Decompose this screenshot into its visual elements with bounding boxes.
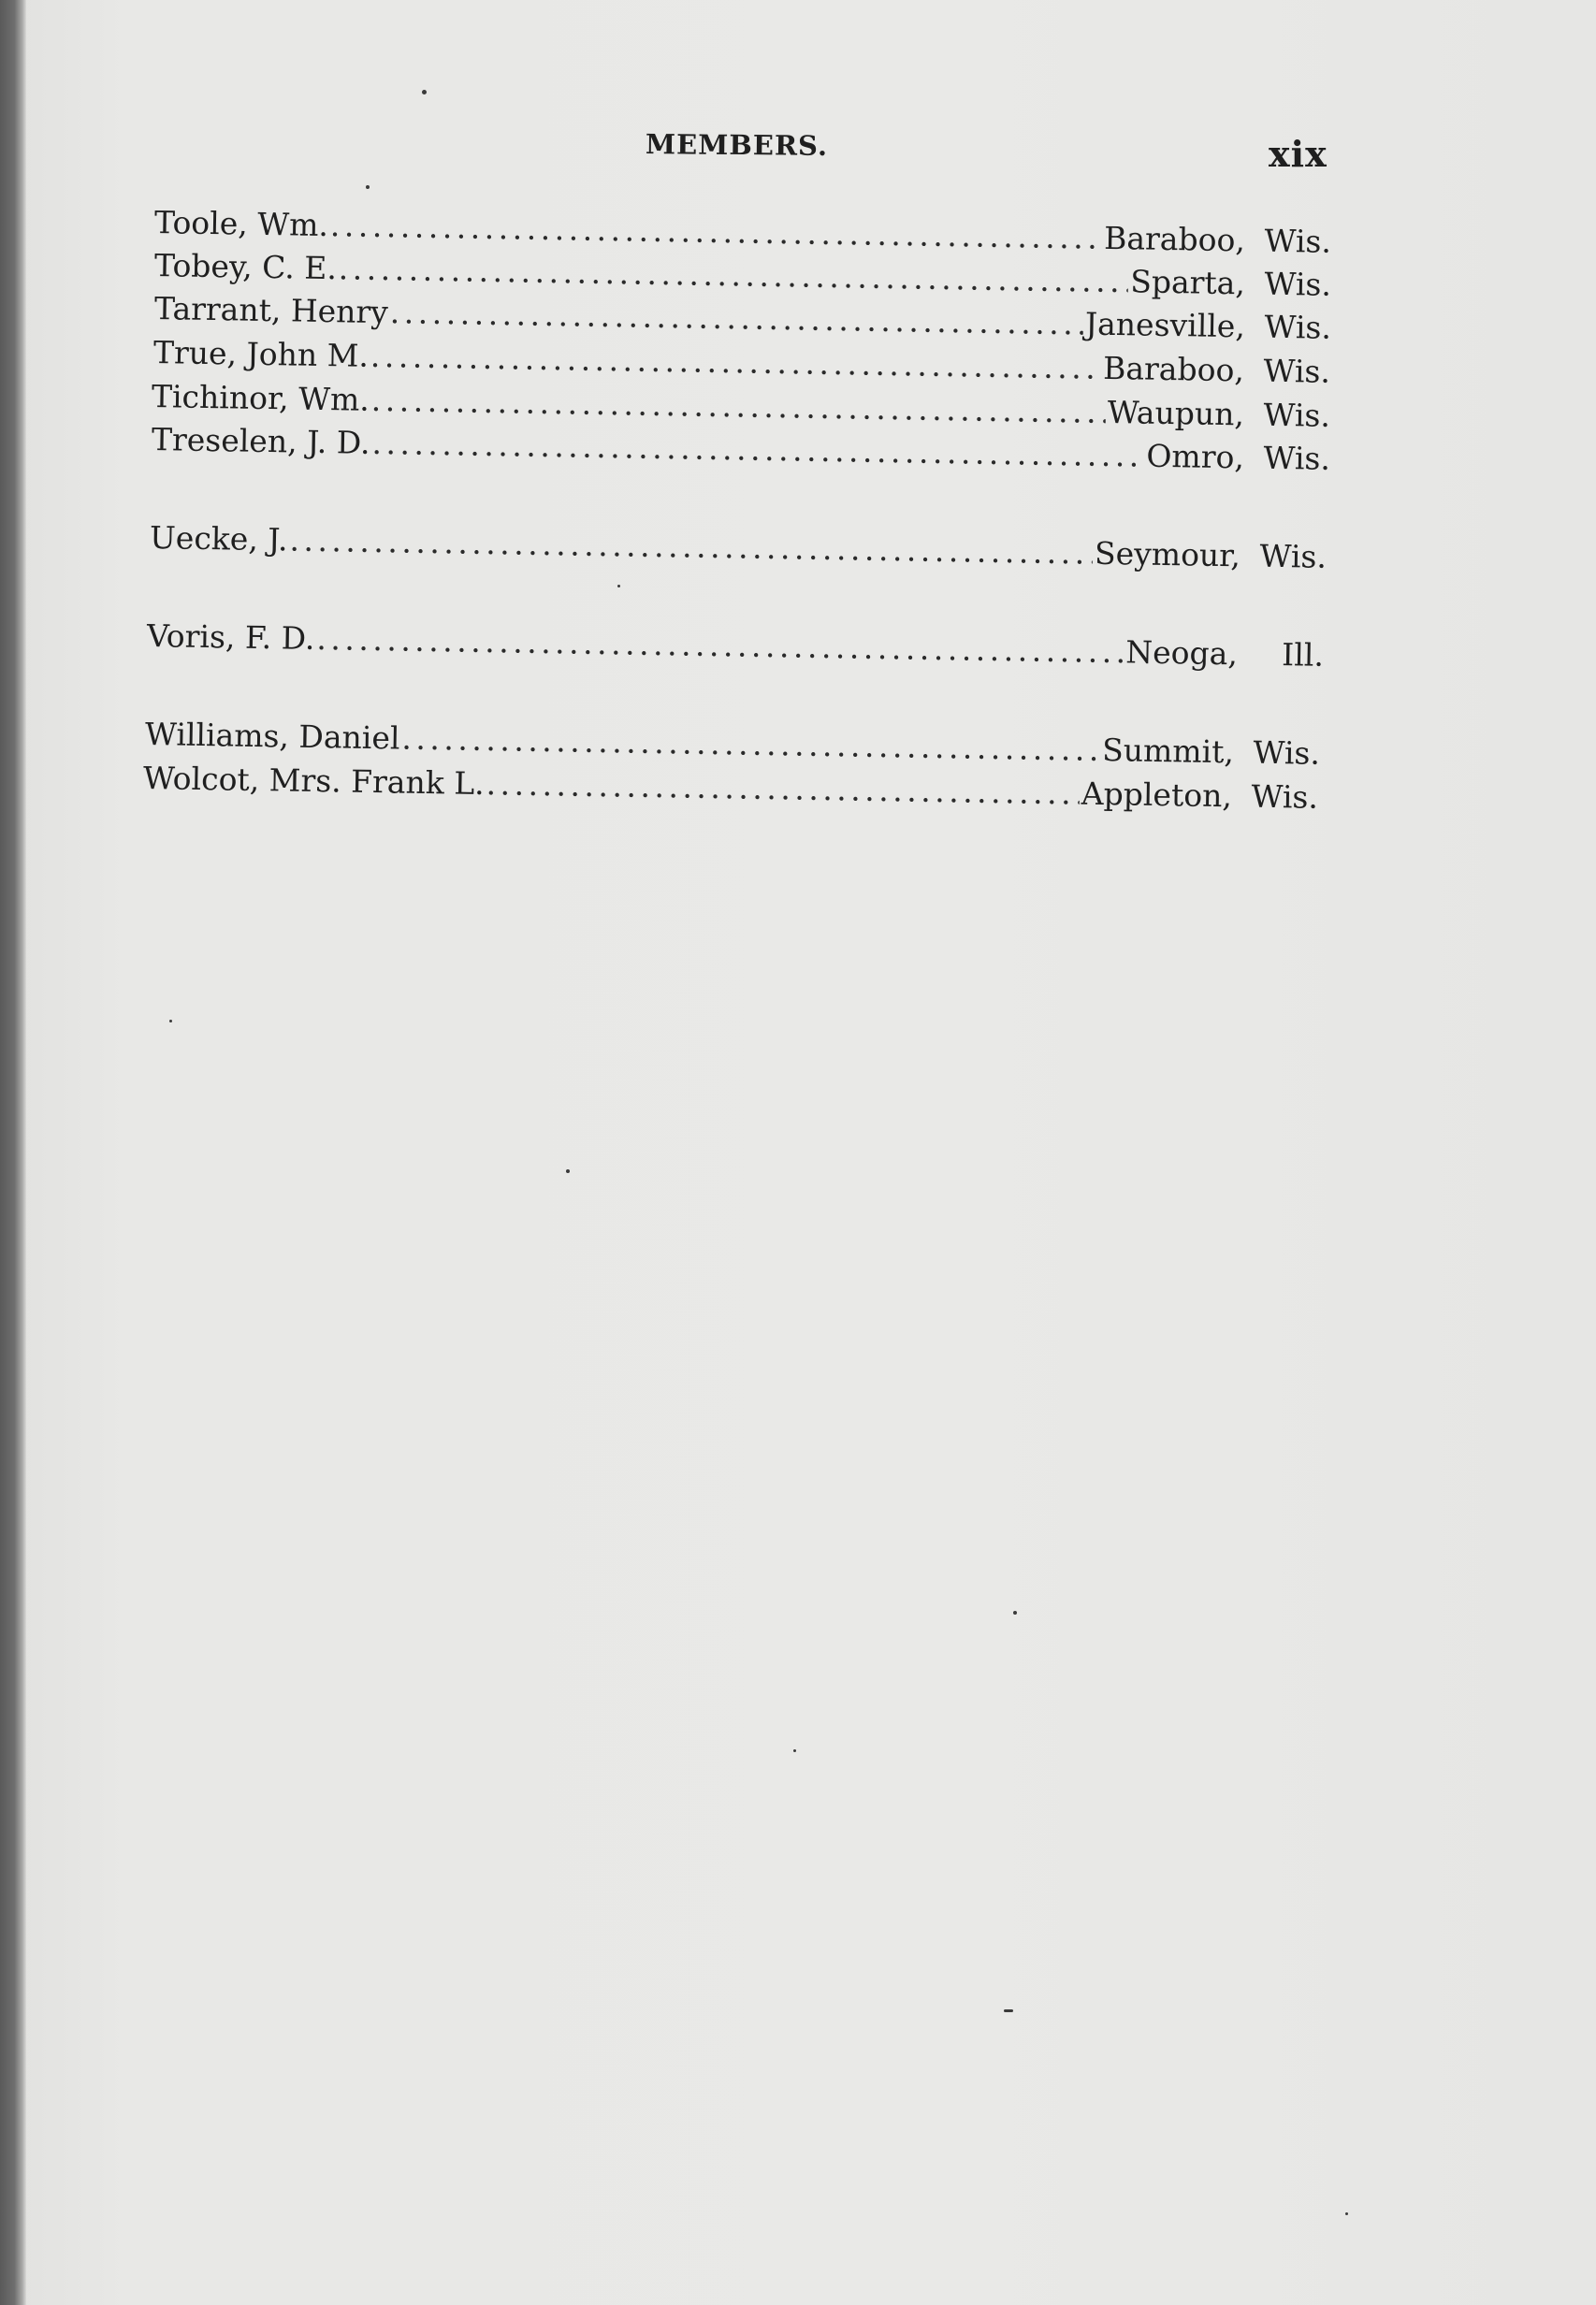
paper-speck bbox=[617, 585, 620, 587]
book-spine-shadow bbox=[0, 0, 26, 2305]
member-state: Ill. bbox=[1281, 636, 1325, 674]
member-state: Wis. bbox=[1264, 265, 1332, 303]
member-state: Wis. bbox=[1253, 733, 1321, 772]
page-number: xix bbox=[1269, 133, 1328, 175]
member-name: Tarrant, Henry bbox=[153, 290, 389, 331]
member-state: Wis. bbox=[1263, 439, 1331, 477]
member-name: Williams, Daniel bbox=[144, 716, 400, 757]
paper-speck bbox=[793, 1749, 796, 1752]
member-place: Janesville, bbox=[1084, 305, 1246, 345]
member-entry bbox=[150, 519, 1328, 582]
member-state: Wis. bbox=[1264, 308, 1332, 346]
member-state: Wis. bbox=[1264, 222, 1332, 260]
member-state: Wis. bbox=[1251, 777, 1319, 816]
member-place: Summit, bbox=[1101, 731, 1235, 771]
paper-speck bbox=[1345, 2212, 1348, 2215]
member-name: Treselen, J. D. bbox=[151, 421, 370, 461]
paper-speck bbox=[1013, 1611, 1017, 1615]
member-name: Voris, F. D. bbox=[146, 617, 315, 657]
paper-speck bbox=[566, 1169, 570, 1173]
running-head: MEMBERS. bbox=[645, 127, 829, 163]
member-place: Baraboo, bbox=[1103, 219, 1246, 259]
member-place: Sparta, bbox=[1129, 263, 1246, 302]
member-name: Toole, Wm. bbox=[153, 204, 329, 244]
member-place: Seymour, bbox=[1094, 534, 1241, 574]
member-place: Omro, bbox=[1146, 437, 1245, 476]
member-place: Appleton, bbox=[1081, 775, 1233, 815]
member-place: Baraboo, bbox=[1102, 349, 1245, 389]
member-name: Tichinor, Wm. bbox=[151, 378, 370, 418]
member-place: Waupun, bbox=[1107, 393, 1245, 433]
member-name: Wolcot, Mrs. Frank L. bbox=[142, 760, 486, 803]
paper-speck bbox=[366, 185, 370, 189]
paper-speck bbox=[169, 1020, 172, 1022]
member-name: Uecke, J. bbox=[149, 519, 288, 558]
member-name: True, John M. bbox=[152, 334, 370, 374]
paper-speck bbox=[1004, 2009, 1013, 2012]
member-state: Wis. bbox=[1263, 396, 1331, 434]
dot-leader bbox=[289, 521, 1093, 571]
dot-leader bbox=[401, 720, 1100, 768]
member-state: Wis. bbox=[1259, 537, 1328, 575]
dot-leader bbox=[316, 620, 1124, 670]
paper-speck bbox=[422, 90, 427, 94]
dot-leader bbox=[330, 207, 1103, 256]
member-place: Neoga, bbox=[1125, 633, 1239, 673]
member-state: Wis. bbox=[1263, 352, 1331, 390]
member-entry bbox=[147, 617, 1325, 680]
member-name: Tobey, C. E. bbox=[153, 247, 338, 287]
